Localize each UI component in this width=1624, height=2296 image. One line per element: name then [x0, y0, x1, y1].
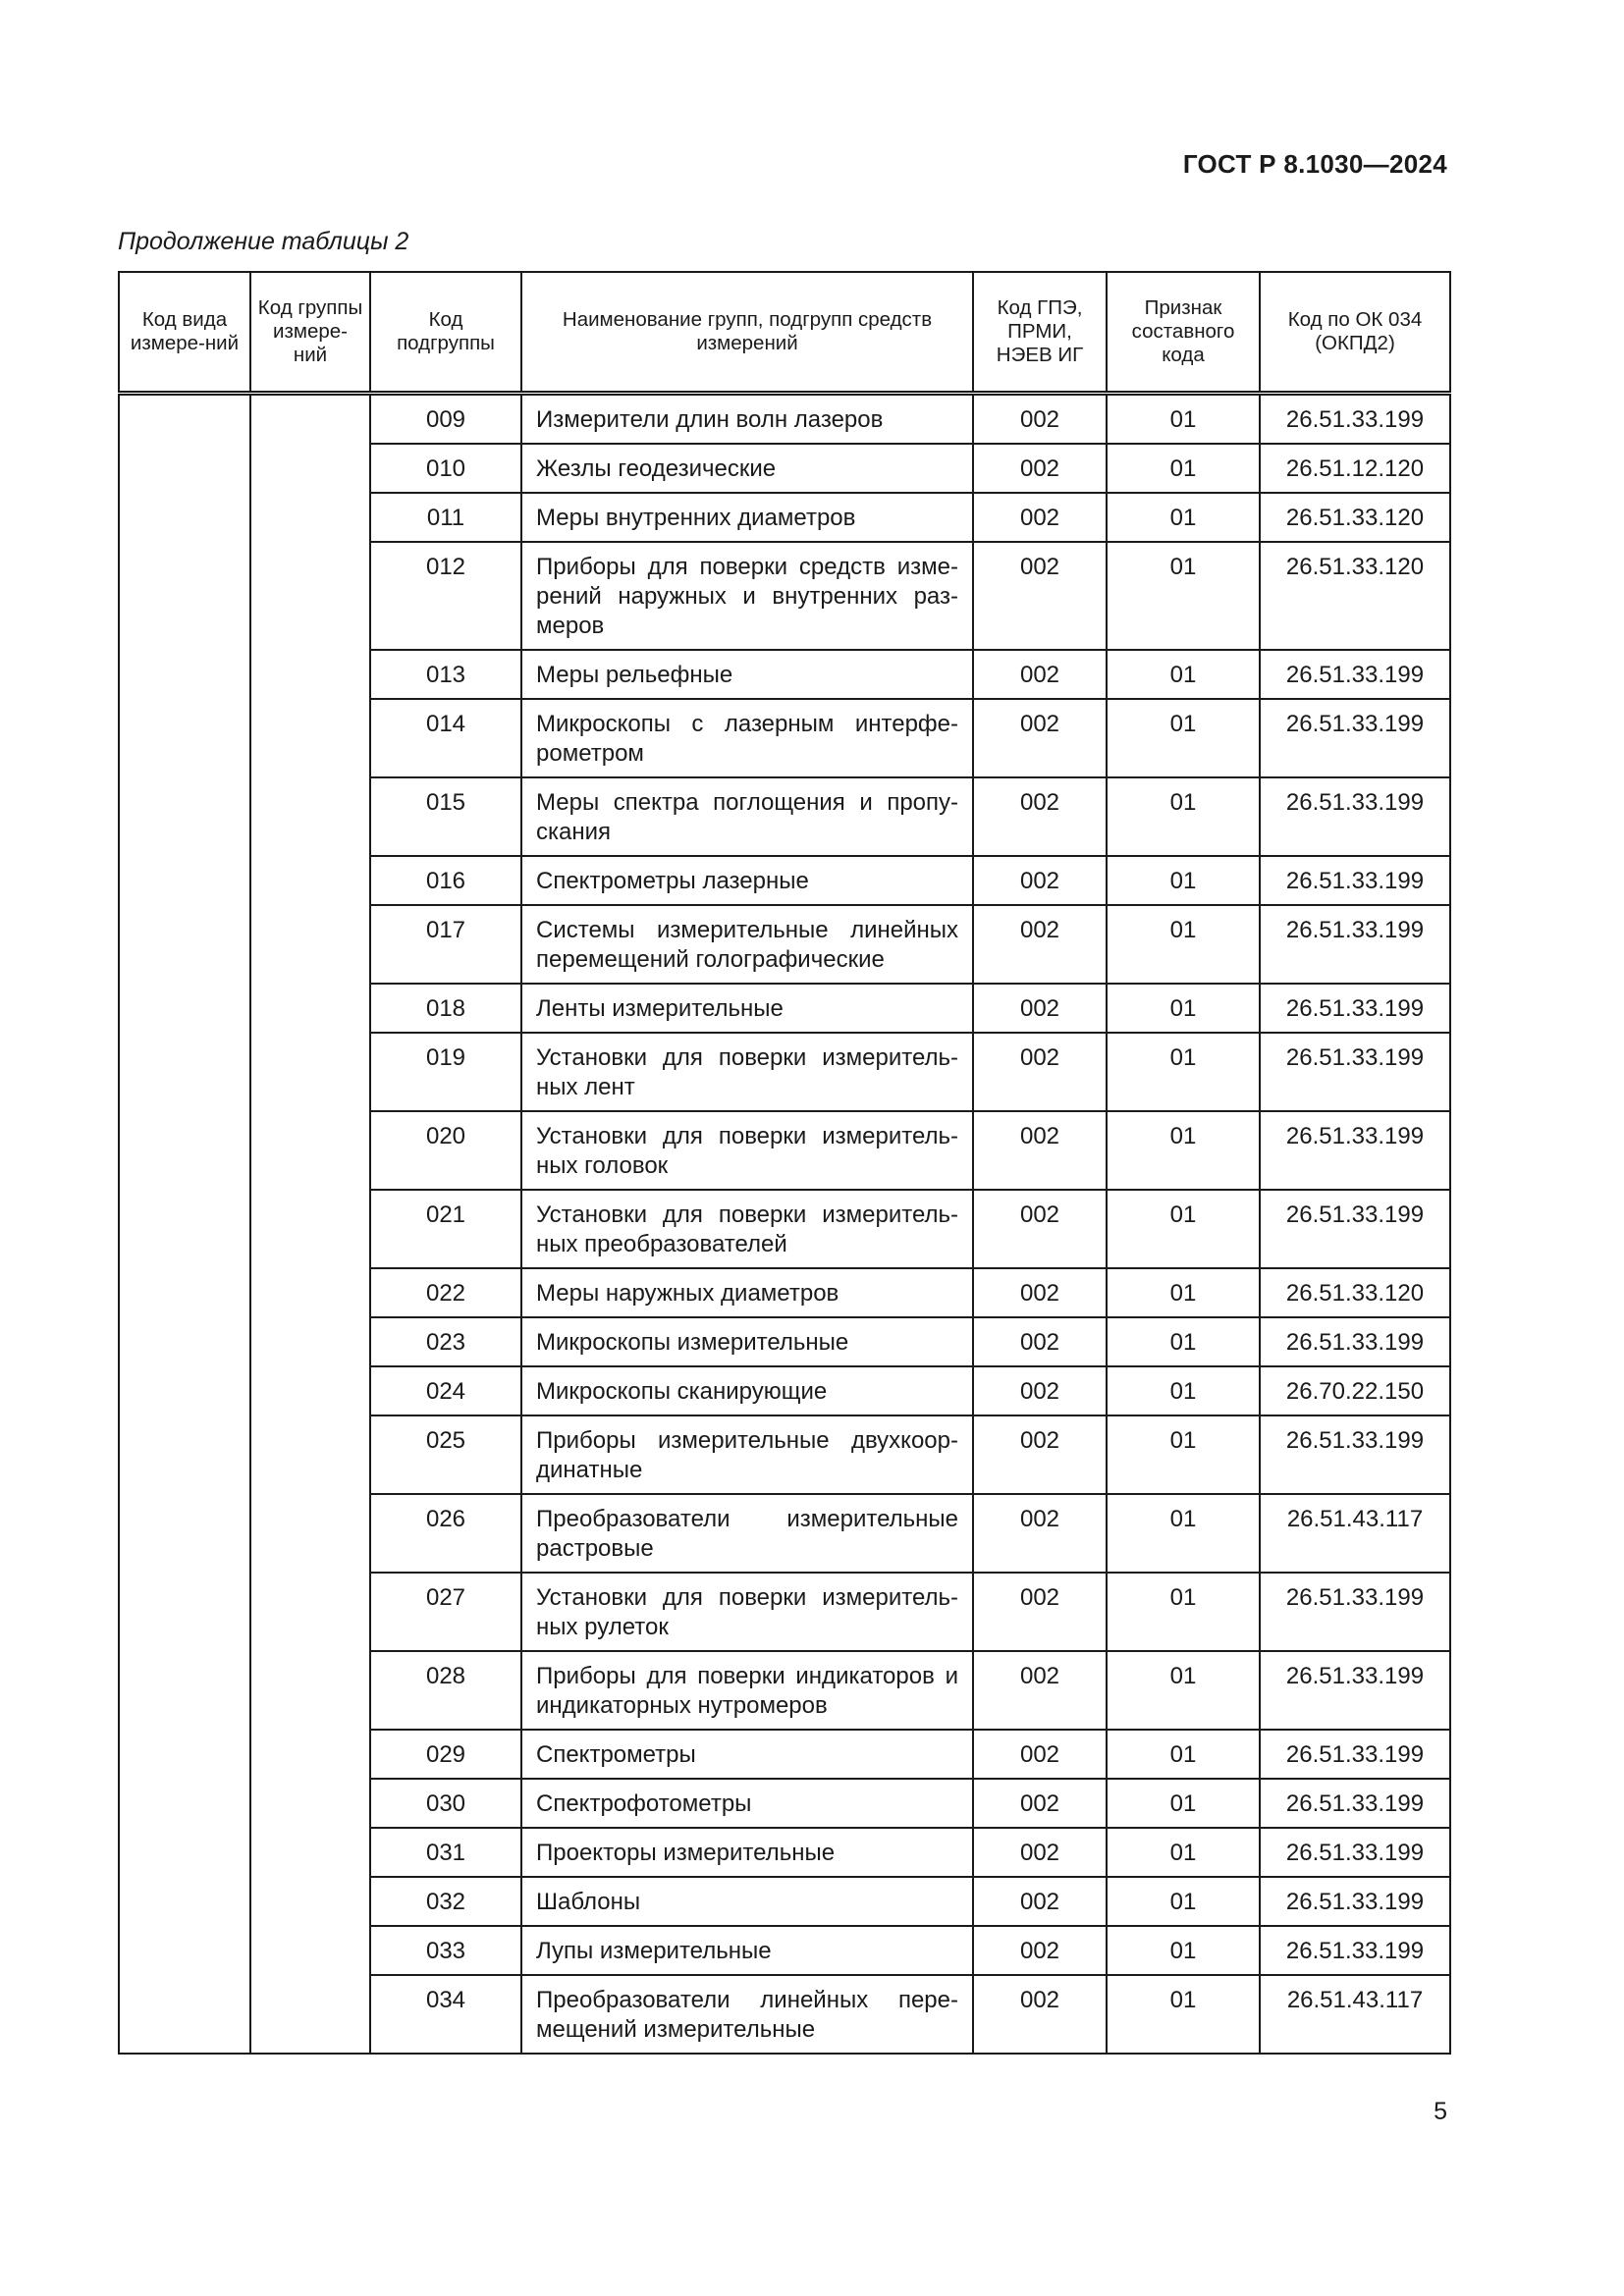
- col-header-group-code: Код группы измере-ний: [250, 272, 370, 394]
- okpd2-code-cell: 26.51.43.117: [1260, 1975, 1450, 2054]
- subgroup-code-cell: 019: [370, 1033, 521, 1111]
- subgroup-code-cell: 014: [370, 699, 521, 777]
- subgroup-code-cell: 022: [370, 1268, 521, 1317]
- composite-sign-cell: 01: [1107, 1415, 1260, 1494]
- gpe-code-cell: 002: [973, 777, 1107, 856]
- subgroup-code-cell: 029: [370, 1730, 521, 1779]
- composite-sign-cell: 01: [1107, 1877, 1260, 1926]
- okpd2-code-cell: 26.70.22.150: [1260, 1366, 1450, 1415]
- okpd2-code-cell: 26.51.33.199: [1260, 1926, 1450, 1975]
- measurement-groups-table: [118, 271, 1451, 2055]
- table-body: [119, 394, 1450, 2055]
- subgroup-code-cell: 015: [370, 777, 521, 856]
- table-row: [119, 394, 1450, 445]
- gpe-code-cell: 002: [973, 699, 1107, 777]
- gpe-code-cell: 002: [973, 1651, 1107, 1730]
- gpe-code-cell: 002: [973, 1730, 1107, 1779]
- okpd2-code-cell: 26.51.33.199: [1260, 1033, 1450, 1111]
- okpd2-code-cell: 26.51.33.199: [1260, 905, 1450, 984]
- instrument-name-cell: Микроскопы измерительные: [521, 1317, 973, 1366]
- composite-sign-cell: 01: [1107, 1730, 1260, 1779]
- okpd2-code-cell: 26.51.33.199: [1260, 1877, 1450, 1926]
- gpe-code-cell: 002: [973, 444, 1107, 493]
- instrument-name-cell: Микроскопы с лазерным интерфе-рометром: [521, 699, 973, 777]
- subgroup-code-cell: 025: [370, 1415, 521, 1494]
- okpd2-code-cell: 26.51.33.199: [1260, 1779, 1450, 1828]
- composite-sign-cell: 01: [1107, 1317, 1260, 1366]
- okpd2-code-cell: 26.51.12.120: [1260, 444, 1450, 493]
- instrument-name-cell: Меры внутренних диаметров: [521, 493, 973, 542]
- instrument-name-cell: Установки для поверки измеритель-ных лент: [521, 1033, 973, 1111]
- col-header-kind-code: Код вида измере-ний: [119, 272, 250, 394]
- subgroup-code-cell: 018: [370, 984, 521, 1033]
- okpd2-code-cell: 26.51.33.199: [1260, 1573, 1450, 1651]
- okpd2-code-cell: 26.51.33.199: [1260, 777, 1450, 856]
- gpe-code-cell: 002: [973, 1366, 1107, 1415]
- gpe-code-cell: 002: [973, 1415, 1107, 1494]
- instrument-name-cell: Измерители длин волн лазеров: [521, 394, 973, 445]
- instrument-name-cell: Ленты измерительные: [521, 984, 973, 1033]
- gpe-code-cell: 002: [973, 905, 1107, 984]
- subgroup-code-cell: 026: [370, 1494, 521, 1573]
- instrument-name-cell: Меры рельефные: [521, 650, 973, 699]
- instrument-name-cell: Жезлы геодезические: [521, 444, 973, 493]
- instrument-name-cell: Спектрометры лазерные: [521, 856, 973, 905]
- instrument-name-cell: Преобразователи измерительные растровые: [521, 1494, 973, 1573]
- col-header-okpd2-code: Код по ОК 034 (ОКПД2): [1260, 272, 1450, 394]
- subgroup-code-cell: 010: [370, 444, 521, 493]
- composite-sign-cell: 01: [1107, 394, 1260, 445]
- group-code-cell: [250, 394, 370, 2055]
- instrument-name-cell: Спектрофотометры: [521, 1779, 973, 1828]
- composite-sign-cell: 01: [1107, 1926, 1260, 1975]
- composite-sign-cell: 01: [1107, 1828, 1260, 1877]
- composite-sign-cell: 01: [1107, 444, 1260, 493]
- okpd2-code-cell: 26.51.33.199: [1260, 1651, 1450, 1730]
- subgroup-code-cell: 009: [370, 394, 521, 445]
- col-header-subgroup-code: Код подгруппы: [370, 272, 521, 394]
- okpd2-code-cell: 26.51.43.117: [1260, 1494, 1450, 1573]
- kind-code-cell: [119, 394, 250, 2055]
- instrument-name-cell: Микроскопы сканирующие: [521, 1366, 973, 1415]
- composite-sign-cell: 01: [1107, 1651, 1260, 1730]
- instrument-name-cell: Меры наружных диаметров: [521, 1268, 973, 1317]
- gpe-code-cell: 002: [973, 1828, 1107, 1877]
- gpe-code-cell: 002: [973, 1111, 1107, 1190]
- col-header-name: Наименование групп, подгрупп средств измерений: [521, 272, 973, 394]
- composite-sign-cell: 01: [1107, 984, 1260, 1033]
- gpe-code-cell: 002: [973, 1975, 1107, 2054]
- okpd2-code-cell: 26.51.33.199: [1260, 1828, 1450, 1877]
- gpe-code-cell: 002: [973, 1877, 1107, 1926]
- instrument-name-cell: Приборы измерительные двухкоор-динатные: [521, 1415, 973, 1494]
- composite-sign-cell: 01: [1107, 1975, 1260, 2054]
- subgroup-code-cell: 011: [370, 493, 521, 542]
- subgroup-code-cell: 034: [370, 1975, 521, 2054]
- okpd2-code-cell: 26.51.33.199: [1260, 1415, 1450, 1494]
- gpe-code-cell: 002: [973, 1033, 1107, 1111]
- subgroup-code-cell: 021: [370, 1190, 521, 1268]
- gpe-code-cell: 002: [973, 1190, 1107, 1268]
- okpd2-code-cell: 26.51.33.120: [1260, 542, 1450, 650]
- instrument-name-cell: Системы измерительные линейных перемещений голографические: [521, 905, 973, 984]
- gpe-code-cell: 002: [973, 493, 1107, 542]
- composite-sign-cell: 01: [1107, 1366, 1260, 1415]
- instrument-name-cell: Шаблоны: [521, 1877, 973, 1926]
- okpd2-code-cell: 26.51.33.120: [1260, 1268, 1450, 1317]
- subgroup-code-cell: 033: [370, 1926, 521, 1975]
- okpd2-code-cell: 26.51.33.199: [1260, 650, 1450, 699]
- composite-sign-cell: 01: [1107, 1573, 1260, 1651]
- composite-sign-cell: 01: [1107, 905, 1260, 984]
- instrument-name-cell: Установки для поверки измеритель-ных рулеток: [521, 1573, 973, 1651]
- page-number: 5: [1434, 2098, 1447, 2125]
- composite-sign-cell: 01: [1107, 699, 1260, 777]
- okpd2-code-cell: 26.51.33.199: [1260, 1730, 1450, 1779]
- gpe-code-cell: 002: [973, 1779, 1107, 1828]
- okpd2-code-cell: 26.51.33.199: [1260, 1190, 1450, 1268]
- table-caption: Продолжение таблицы 2: [118, 228, 409, 255]
- composite-sign-cell: 01: [1107, 542, 1260, 650]
- instrument-name-cell: Меры спектра поглощения и пропу-скания: [521, 777, 973, 856]
- subgroup-code-cell: 012: [370, 542, 521, 650]
- subgroup-code-cell: 031: [370, 1828, 521, 1877]
- okpd2-code-cell: 26.51.33.199: [1260, 984, 1450, 1033]
- col-header-composite-sign: Признак составного кода: [1107, 272, 1260, 394]
- instrument-name-cell: Приборы для поверки средств изме-рений наружных и внутренних раз-меров: [521, 542, 973, 650]
- gpe-code-cell: 002: [973, 984, 1107, 1033]
- subgroup-code-cell: 032: [370, 1877, 521, 1926]
- instrument-name-cell: Преобразователи линейных пере-мещений измерительные: [521, 1975, 973, 2054]
- subgroup-code-cell: 024: [370, 1366, 521, 1415]
- instrument-name-cell: Спектрометры: [521, 1730, 973, 1779]
- composite-sign-cell: 01: [1107, 777, 1260, 856]
- composite-sign-cell: 01: [1107, 1494, 1260, 1573]
- gpe-code-cell: 002: [973, 394, 1107, 445]
- instrument-name-cell: Приборы для поверки индикаторов и индикаторных нутромеров: [521, 1651, 973, 1730]
- gpe-code-cell: 002: [973, 650, 1107, 699]
- gpe-code-cell: 002: [973, 1268, 1107, 1317]
- gpe-code-cell: 002: [973, 1494, 1107, 1573]
- subgroup-code-cell: 017: [370, 905, 521, 984]
- standard-code: ГОСТ Р 8.1030—2024: [1182, 149, 1447, 179]
- subgroup-code-cell: 016: [370, 856, 521, 905]
- subgroup-code-cell: 030: [370, 1779, 521, 1828]
- subgroup-code-cell: 023: [370, 1317, 521, 1366]
- gpe-code-cell: 002: [973, 856, 1107, 905]
- subgroup-code-cell: 020: [370, 1111, 521, 1190]
- instrument-name-cell: Установки для поверки измеритель-ных преобразователей: [521, 1190, 973, 1268]
- subgroup-code-cell: 027: [370, 1573, 521, 1651]
- instrument-name-cell: Проекторы измерительные: [521, 1828, 973, 1877]
- subgroup-code-cell: 013: [370, 650, 521, 699]
- okpd2-code-cell: 26.51.33.199: [1260, 1317, 1450, 1366]
- composite-sign-cell: 01: [1107, 1111, 1260, 1190]
- gpe-code-cell: 002: [973, 542, 1107, 650]
- gpe-code-cell: 002: [973, 1317, 1107, 1366]
- gpe-code-cell: 002: [973, 1573, 1107, 1651]
- composite-sign-cell: 01: [1107, 1268, 1260, 1317]
- instrument-name-cell: Лупы измерительные: [521, 1926, 973, 1975]
- gpe-code-cell: 002: [973, 1926, 1107, 1975]
- okpd2-code-cell: 26.51.33.120: [1260, 493, 1450, 542]
- composite-sign-cell: 01: [1107, 493, 1260, 542]
- instrument-name-cell: Установки для поверки измеритель-ных головок: [521, 1111, 973, 1190]
- composite-sign-cell: 01: [1107, 1190, 1260, 1268]
- composite-sign-cell: 01: [1107, 1033, 1260, 1111]
- okpd2-code-cell: 26.51.33.199: [1260, 1111, 1450, 1190]
- table-header-row: [119, 272, 1450, 394]
- composite-sign-cell: 01: [1107, 856, 1260, 905]
- okpd2-code-cell: 26.51.33.199: [1260, 856, 1450, 905]
- subgroup-code-cell: 028: [370, 1651, 521, 1730]
- okpd2-code-cell: 26.51.33.199: [1260, 699, 1450, 777]
- col-header-gpe-code: Код ГПЭ, ПРМИ, НЭЕВ ИГ: [973, 272, 1107, 394]
- okpd2-code-cell: 26.51.33.199: [1260, 394, 1450, 445]
- composite-sign-cell: 01: [1107, 650, 1260, 699]
- composite-sign-cell: 01: [1107, 1779, 1260, 1828]
